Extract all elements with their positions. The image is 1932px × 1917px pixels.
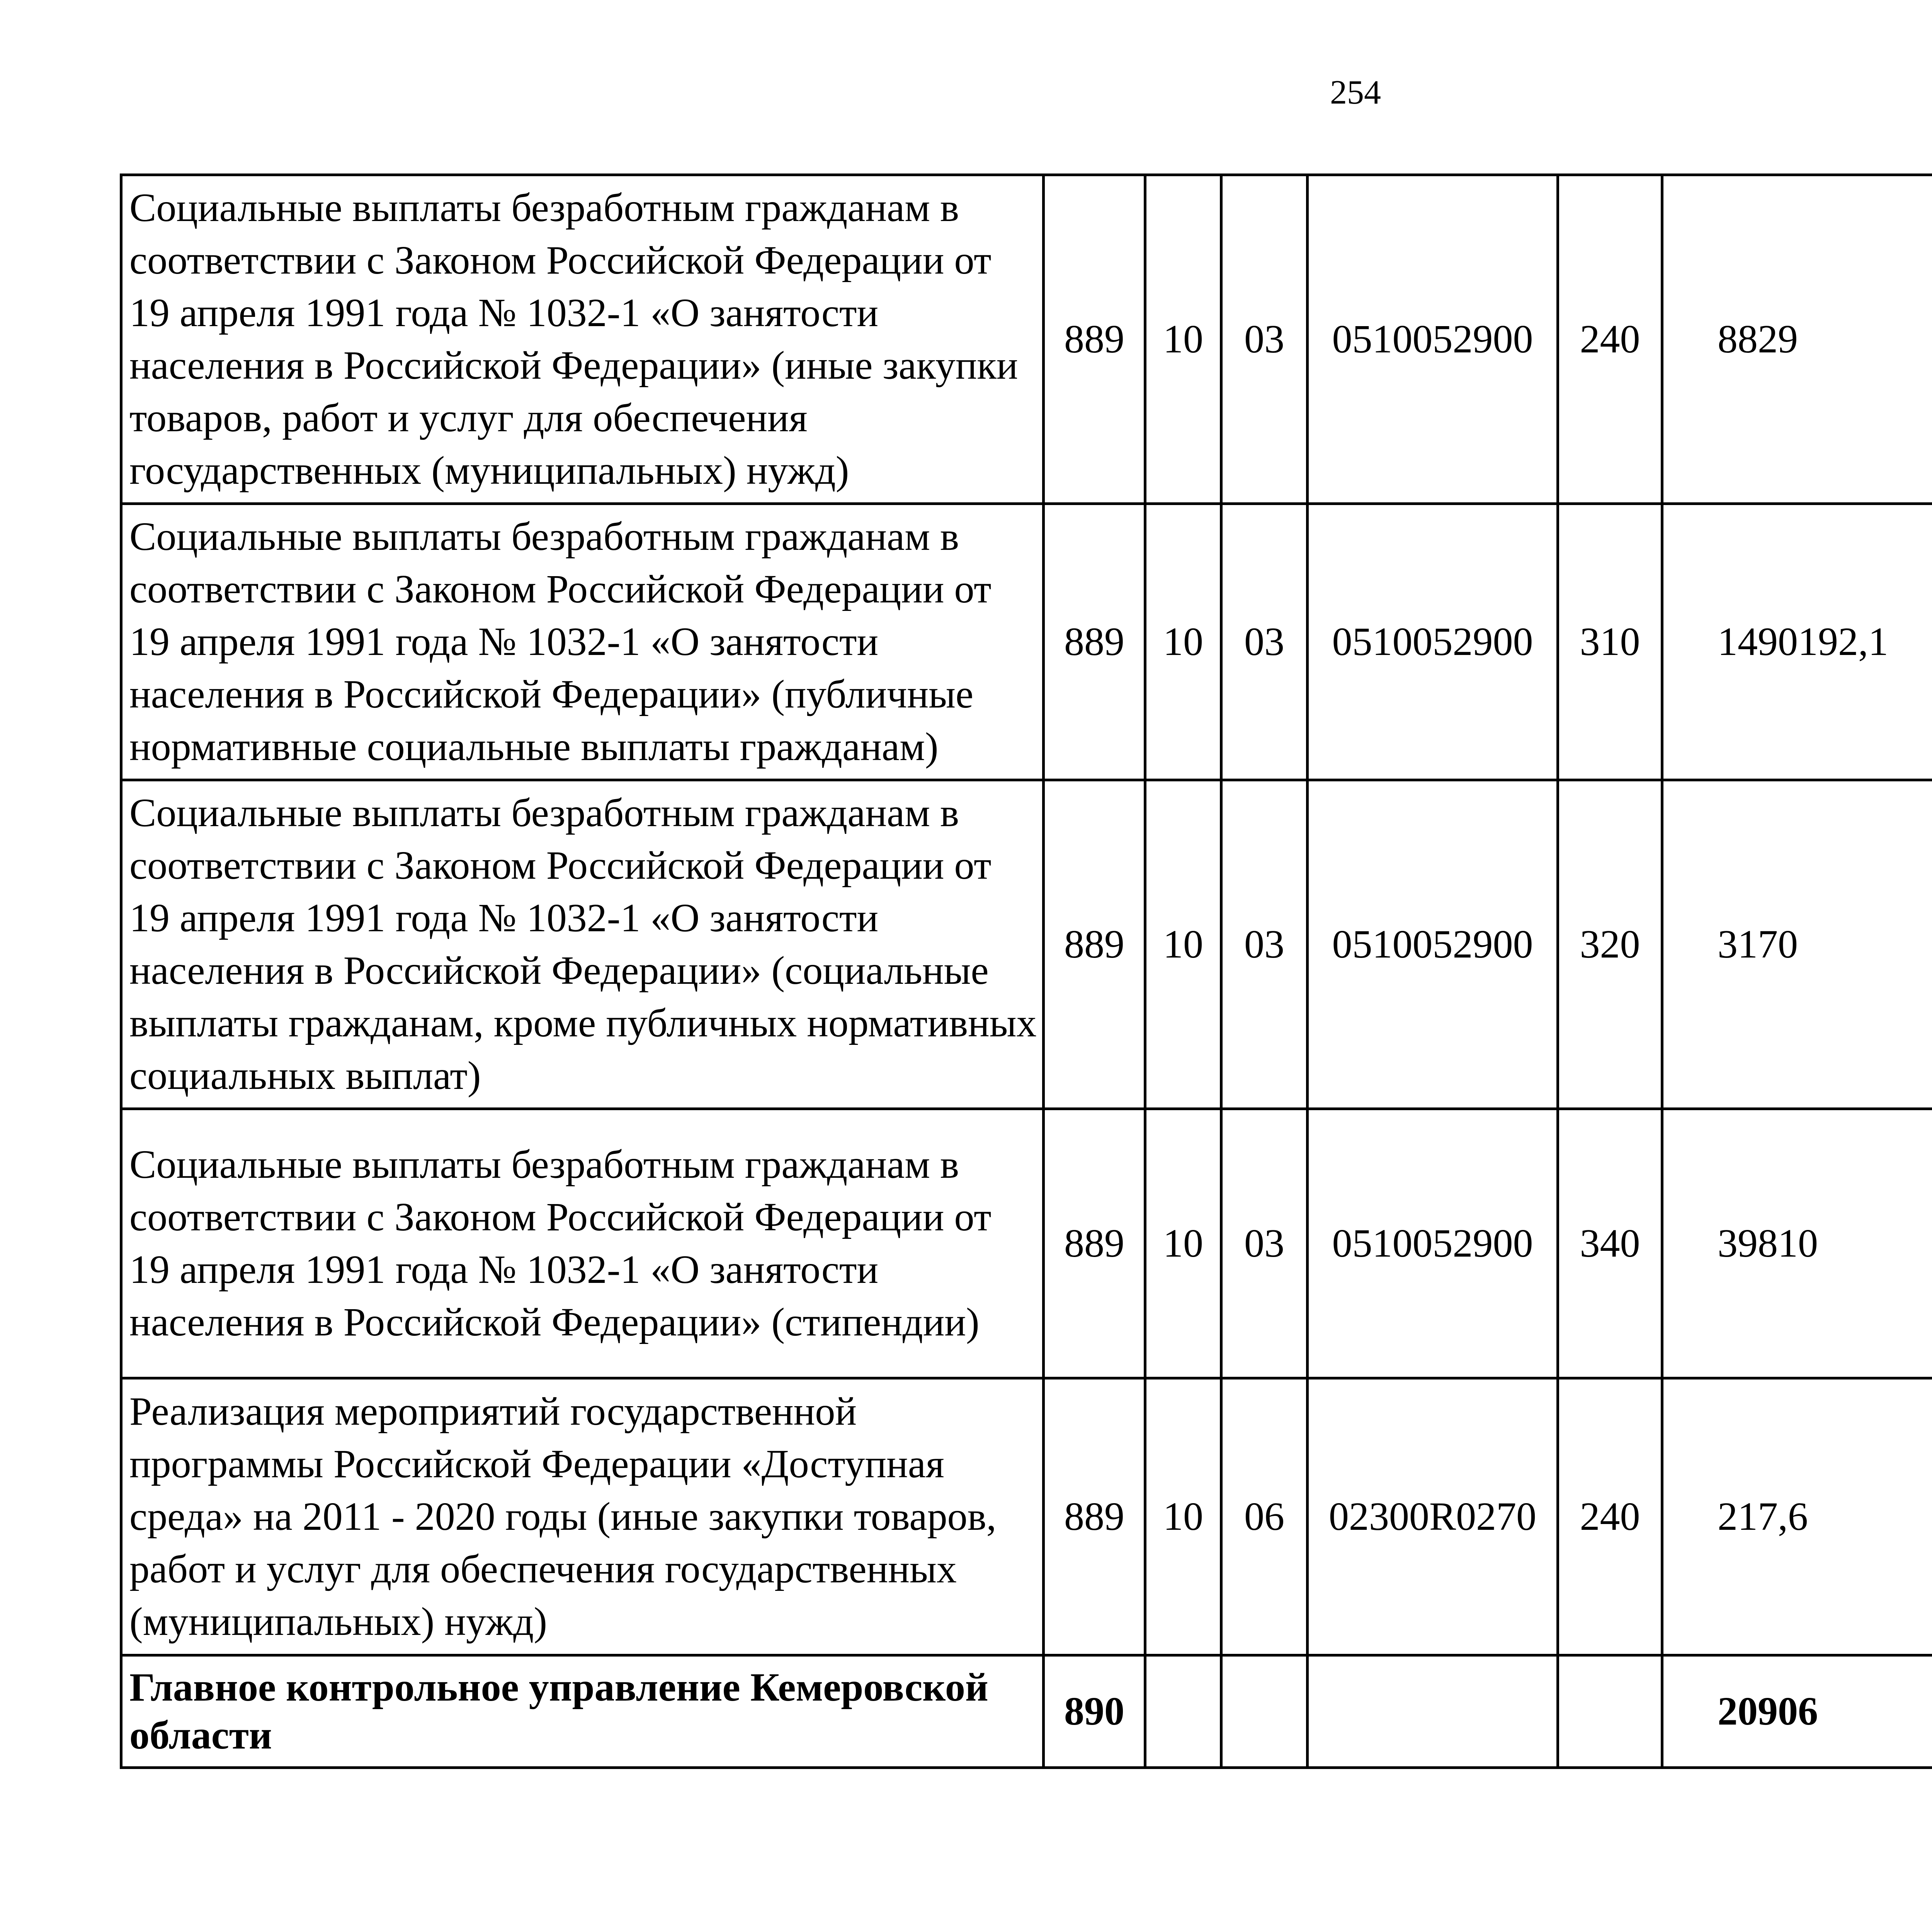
target-article-code: 0510052900: [1308, 175, 1558, 504]
amount-year-1: 20906: [1662, 1655, 1932, 1768]
amount-year-1: 39810: [1662, 1109, 1932, 1378]
target-article-code: 0510052900: [1308, 504, 1558, 780]
subsection-code: 03: [1221, 780, 1308, 1109]
amount-year-1: 8829: [1662, 175, 1932, 504]
subsection-code: 06: [1221, 1378, 1308, 1655]
row-description: Социальные выплаты безработным гражданам в соответствии с Законом Российской Федерации от 19 апреля 1991 года № 1032-1 «О занятости населения в Российской Федерации» (стипендии): [121, 1109, 1044, 1378]
section-code: 10: [1145, 780, 1221, 1109]
budget-table: [120, 173, 1932, 1769]
row-description: Главное контрольное управление Кемеровской области: [121, 1655, 1044, 1768]
section-code: 10: [1145, 1109, 1221, 1378]
expense-type-code: 240: [1558, 175, 1662, 504]
expense-type-code: [1558, 1655, 1662, 1768]
ministry-code: 889: [1044, 1378, 1145, 1655]
table-row: [121, 1109, 1932, 1378]
table-row: [121, 1378, 1932, 1655]
section-code: 10: [1145, 175, 1221, 504]
expense-type-code: 320: [1558, 780, 1662, 1109]
ministry-code: 889: [1044, 780, 1145, 1109]
section-code: 10: [1145, 1378, 1221, 1655]
page-number: 254: [1330, 74, 1381, 111]
table-row: [121, 504, 1932, 780]
expense-type-code: 340: [1558, 1109, 1662, 1378]
section-code: 10: [1145, 504, 1221, 780]
table-row: [121, 780, 1932, 1109]
expense-type-code: 310: [1558, 504, 1662, 780]
ministry-code: 889: [1044, 175, 1145, 504]
subsection-code: 03: [1221, 504, 1308, 780]
section-code: [1145, 1655, 1221, 1768]
amount-year-1: 3170: [1662, 780, 1932, 1109]
target-article-code: 02300R0270: [1308, 1378, 1558, 1655]
row-description: Реализация мероприятий государственной программы Российской Федерации «Доступная среда» на 2011 - 2020 годы (иные закупки товаров, работ и услуг для обеспечения государственных (муниципальных) нужд): [121, 1378, 1044, 1655]
subsection-code: [1221, 1655, 1308, 1768]
ministry-code: 889: [1044, 504, 1145, 780]
target-article-code: 0510052900: [1308, 1109, 1558, 1378]
target-article-code: 0510052900: [1308, 780, 1558, 1109]
target-article-code: [1308, 1655, 1558, 1768]
amount-year-1: 1490192,1: [1662, 504, 1932, 780]
expense-type-code: 240: [1558, 1378, 1662, 1655]
table-row: [121, 175, 1932, 504]
row-description: Социальные выплаты безработным гражданам в соответствии с Законом Российской Федерации от 19 апреля 1991 года № 1032-1 «О занятости населения в Российской Федерации» (социальные выплаты гражданам, кроме публичных нормативных социальных выплат): [121, 780, 1044, 1109]
row-description: Социальные выплаты безработным гражданам в соответствии с Законом Российской Федерации от 19 апреля 1991 года № 1032-1 «О занятости населения в Российской Федерации» (публичные нормативные социальные выплаты гражданам): [121, 504, 1044, 780]
ministry-code: 890: [1044, 1655, 1145, 1768]
subsection-code: 03: [1221, 1109, 1308, 1378]
amount-year-1: 217,6: [1662, 1378, 1932, 1655]
row-description: Социальные выплаты безработным гражданам в соответствии с Законом Российской Федерации от 19 апреля 1991 года № 1032-1 «О занятости населения в Российской Федерации» (иные закупки товаров, работ и услуг для обеспечения государственных (муниципальных) нужд): [121, 175, 1044, 504]
table-row-total: [121, 1655, 1932, 1768]
ministry-code: 889: [1044, 1109, 1145, 1378]
subsection-code: 03: [1221, 175, 1308, 504]
